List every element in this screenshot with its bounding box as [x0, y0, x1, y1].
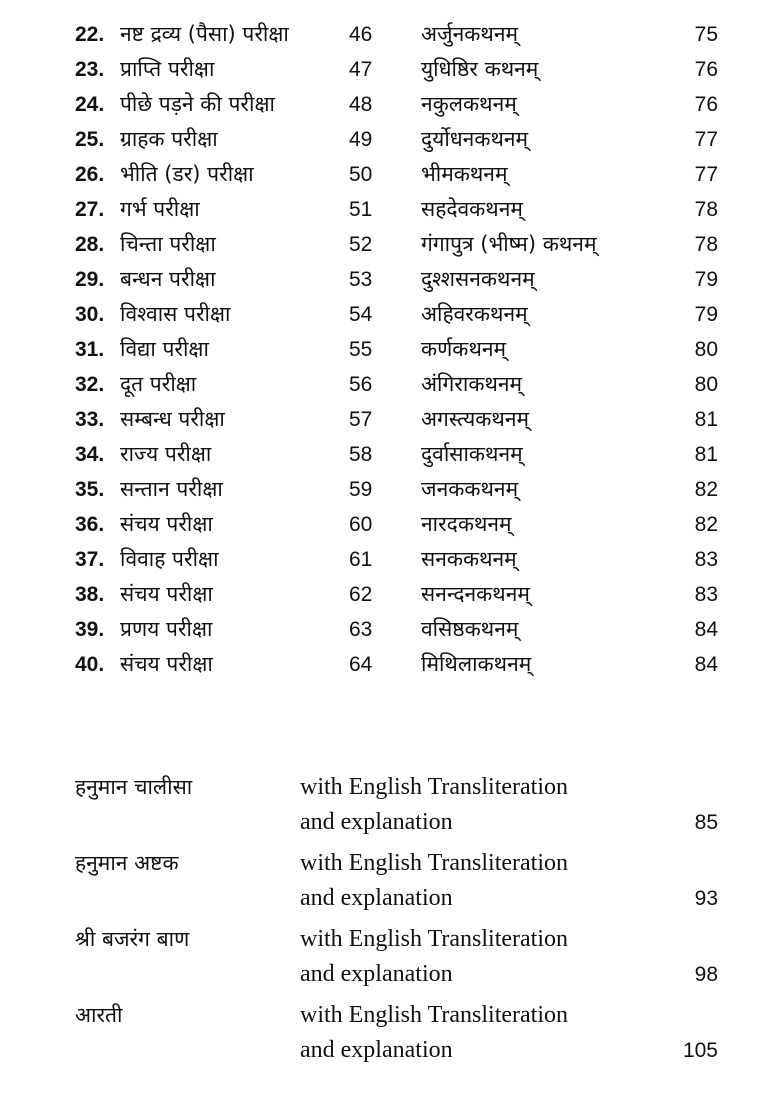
toc-number: 39.: [75, 618, 105, 641]
toc-row: [0, 157, 780, 192]
toc-title-second: जनककथनम्: [421, 477, 519, 501]
toc-page: 49: [349, 128, 373, 151]
extra-title: हनुमान चालीसा: [75, 775, 193, 799]
extra-page: 85: [694, 811, 718, 834]
toc-title: संचय परीक्षा: [120, 652, 213, 676]
toc-title-second: दुश्शसनकथनम्: [421, 267, 535, 291]
toc-page: 48: [349, 93, 373, 116]
extra-title: श्री बजरंग बाण: [75, 927, 190, 951]
toc-row: [0, 227, 780, 262]
toc-page-second: 79: [694, 268, 718, 291]
toc-page-second: 82: [694, 478, 718, 501]
toc-title-second: सनन्दनकथनम्: [421, 582, 530, 606]
toc-title-second: युधिष्ठिर कथनम्: [421, 57, 539, 81]
toc-title: प्राप्ति परीक्षा: [120, 57, 215, 81]
toc-title: विद्या परीक्षा: [120, 337, 209, 361]
toc-page: 47: [349, 58, 373, 81]
toc-number: 37.: [75, 548, 105, 571]
toc-page-second: 80: [694, 338, 718, 361]
toc-title: सन्तान परीक्षा: [120, 477, 223, 501]
toc-row: [0, 297, 780, 332]
toc-page: 60: [349, 513, 373, 536]
toc-page-second: 84: [694, 618, 718, 641]
toc-page: 51: [349, 198, 373, 221]
extra-title: हनुमान अष्टक: [75, 851, 179, 875]
toc-row: [0, 87, 780, 122]
toc-row: [0, 472, 780, 507]
toc-page: 55: [349, 338, 373, 361]
toc-number: 25.: [75, 128, 105, 151]
toc-title-second: दुर्वासाकथनम्: [421, 442, 523, 466]
extra-entry: [0, 770, 780, 846]
toc-title: ग्राहक परीक्षा: [120, 127, 218, 151]
toc-page-second: 77: [694, 128, 718, 151]
toc-title-second: गंगापुत्र (भीष्म) कथनम्: [421, 232, 597, 256]
toc-page: 58: [349, 443, 373, 466]
extra-description-line2: and explanation: [300, 809, 453, 835]
toc-number: 33.: [75, 408, 105, 431]
toc-page-second: 80: [694, 373, 718, 396]
toc-title: संचय परीक्षा: [120, 582, 213, 606]
toc-page-second: 83: [694, 583, 718, 606]
toc-title: गर्भ परीक्षा: [120, 197, 200, 221]
toc-page: 52: [349, 233, 373, 256]
toc-title-second: कर्णकथनम्: [421, 337, 507, 361]
extra-description-line2: and explanation: [300, 1037, 453, 1063]
toc-title-second: दुर्योधनकथनम्: [421, 127, 529, 151]
toc-page-second: 76: [694, 93, 718, 116]
toc-number: 31.: [75, 338, 105, 361]
toc-page-second: 78: [694, 233, 718, 256]
toc-title: विश्वास परीक्षा: [120, 302, 231, 326]
extra-page: 105: [682, 1039, 718, 1062]
toc-page-second: 81: [694, 408, 718, 431]
toc-row: [0, 122, 780, 157]
toc-page: 59: [349, 478, 373, 501]
extra-description-line2: and explanation: [300, 961, 453, 987]
toc-title-second: सहदेवकथनम्: [421, 197, 523, 221]
toc-title-second: अर्जुनकथनम्: [421, 22, 519, 46]
extra-description-line1: with English Transliteration: [300, 850, 569, 876]
toc-number: 24.: [75, 93, 105, 116]
toc-page: 46: [349, 23, 373, 46]
toc-row: [0, 577, 780, 612]
toc-title: चिन्ता परीक्षा: [120, 232, 216, 256]
toc-number: 28.: [75, 233, 105, 256]
toc-title-second: अंगिराकथनम्: [421, 372, 523, 396]
toc-row: [0, 332, 780, 367]
extras-list: [0, 770, 780, 1074]
toc-number: 35.: [75, 478, 105, 501]
toc-row: [0, 612, 780, 647]
toc-page-second: 83: [694, 548, 718, 571]
toc-page: 57: [349, 408, 373, 431]
toc-title: विवाह परीक्षा: [120, 547, 219, 571]
toc-page: 54: [349, 303, 373, 326]
toc-title: दूत परीक्षा: [120, 372, 197, 396]
toc-title: प्रणय परीक्षा: [120, 617, 213, 641]
toc-title: बन्धन परीक्षा: [120, 267, 216, 291]
extra-description-line1: with English Transliteration: [300, 926, 569, 952]
toc-page-second: 79: [694, 303, 718, 326]
toc-title-second: अहिवरकथनम्: [421, 302, 528, 326]
extra-entry: [0, 846, 780, 922]
toc-title-second: सनककथनम्: [421, 547, 517, 571]
toc-page-second: 84: [694, 653, 718, 676]
toc-page: 63: [349, 618, 373, 641]
toc-page-second: 82: [694, 513, 718, 536]
toc-title: सम्बन्ध परीक्षा: [120, 407, 225, 431]
toc-page: 50: [349, 163, 373, 186]
extra-entry: [0, 998, 780, 1074]
extra-title: आरती: [75, 1003, 123, 1027]
toc-row: [0, 542, 780, 577]
extra-entry: [0, 922, 780, 998]
toc-title-second: अगस्त्यकथनम्: [421, 407, 530, 431]
extra-description-line2: and explanation: [300, 885, 453, 911]
toc-row: [0, 367, 780, 402]
toc-title: राज्य परीक्षा: [120, 442, 212, 466]
toc-row: [0, 402, 780, 437]
toc-title: भीति (डर) परीक्षा: [120, 162, 254, 186]
toc-title: नष्ट द्रव्य (पैसा) परीक्षा: [120, 22, 289, 46]
toc-title-second: मिथिलाकथनम्: [421, 652, 532, 676]
extra-page: 98: [694, 963, 718, 986]
toc-page: 62: [349, 583, 373, 606]
extra-page: 93: [694, 887, 718, 910]
toc-number: 29.: [75, 268, 105, 291]
toc-title-second: वसिष्ठकथनम्: [421, 617, 519, 641]
toc-number: 32.: [75, 373, 105, 396]
toc-page-second: 81: [694, 443, 718, 466]
toc-row: [0, 507, 780, 542]
toc-title-second: नकुलकथनम्: [421, 92, 517, 116]
toc-title: पीछे पड़ने की परीक्षा: [120, 92, 275, 116]
toc-page-second: 78: [694, 198, 718, 221]
toc-row: [0, 262, 780, 297]
toc-number: 27.: [75, 198, 105, 221]
toc-page: 61: [349, 548, 373, 571]
toc-page: 64: [349, 653, 373, 676]
toc-row: [0, 52, 780, 87]
toc-table: [0, 17, 780, 682]
toc-row: [0, 192, 780, 227]
extra-description-line1: with English Transliteration: [300, 774, 569, 800]
toc-page: 56: [349, 373, 373, 396]
toc-number: 22.: [75, 23, 105, 46]
toc-row: [0, 647, 780, 682]
toc-page: 53: [349, 268, 373, 291]
toc-page-second: 75: [694, 23, 718, 46]
toc-row: [0, 437, 780, 472]
toc-title-second: भीमकथनम्: [421, 162, 508, 186]
toc-title: संचय परीक्षा: [120, 512, 213, 536]
toc-page-second: 76: [694, 58, 718, 81]
toc-number: 38.: [75, 583, 105, 606]
toc-number: 36.: [75, 513, 105, 536]
toc-title-second: नारदकथनम्: [421, 512, 512, 536]
toc-number: 34.: [75, 443, 105, 466]
toc-page-second: 77: [694, 163, 718, 186]
toc-number: 23.: [75, 58, 105, 81]
toc-number: 26.: [75, 163, 105, 186]
extra-description-line1: with English Transliteration: [300, 1002, 569, 1028]
toc-number: 30.: [75, 303, 105, 326]
toc-number: 40.: [75, 653, 105, 676]
toc-row: [0, 17, 780, 52]
